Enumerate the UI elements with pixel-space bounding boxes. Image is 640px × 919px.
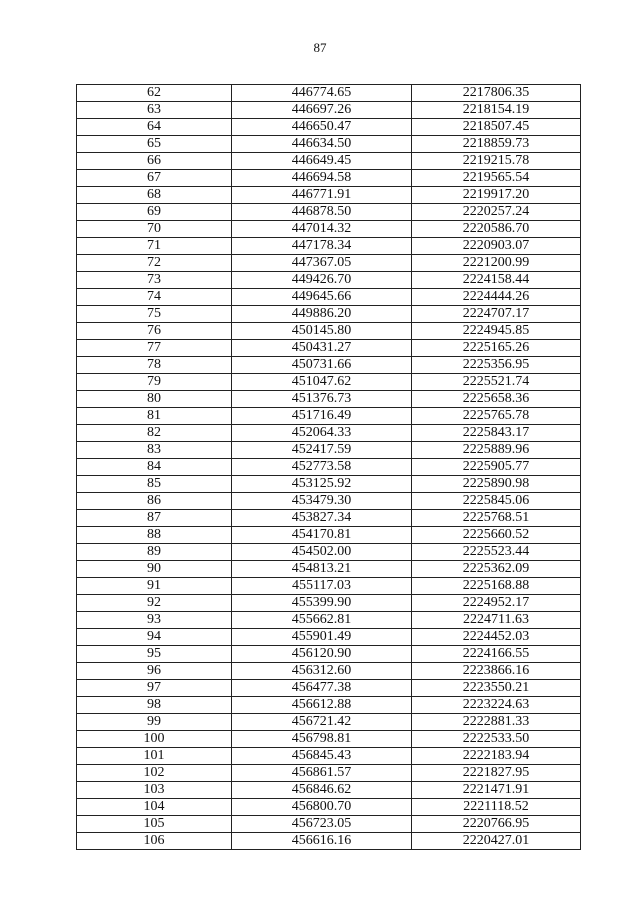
x-coordinate-cell: 452773.58	[232, 459, 412, 476]
x-coordinate-cell: 456612.88	[232, 697, 412, 714]
y-coordinate-cell: 2222881.33	[412, 714, 581, 731]
y-coordinate-cell: 2220766.95	[412, 816, 581, 833]
x-coordinate-cell: 456861.57	[232, 765, 412, 782]
x-coordinate-cell: 452064.33	[232, 425, 412, 442]
y-coordinate-cell: 2225168.88	[412, 578, 581, 595]
table-row	[77, 544, 581, 561]
table-row	[77, 357, 581, 374]
table-row	[77, 493, 581, 510]
point-number-cell: 101	[77, 748, 232, 765]
table-row	[77, 731, 581, 748]
x-coordinate-cell: 446649.45	[232, 153, 412, 170]
y-coordinate-cell: 2225768.51	[412, 510, 581, 527]
point-number-cell: 95	[77, 646, 232, 663]
table-row	[77, 612, 581, 629]
point-number-cell: 63	[77, 102, 232, 119]
table-row	[77, 425, 581, 442]
point-number-cell: 71	[77, 238, 232, 255]
table-row	[77, 153, 581, 170]
x-coordinate-cell: 454813.21	[232, 561, 412, 578]
x-coordinate-cell: 447014.32	[232, 221, 412, 238]
x-coordinate-cell: 452417.59	[232, 442, 412, 459]
point-number-cell: 73	[77, 272, 232, 289]
table-row	[77, 510, 581, 527]
x-coordinate-cell: 449426.70	[232, 272, 412, 289]
table-row	[77, 136, 581, 153]
y-coordinate-cell: 2225165.26	[412, 340, 581, 357]
x-coordinate-cell: 446774.65	[232, 85, 412, 102]
table-row	[77, 680, 581, 697]
table-row	[77, 816, 581, 833]
y-coordinate-cell: 2225521.74	[412, 374, 581, 391]
table-row	[77, 204, 581, 221]
x-coordinate-cell: 446878.50	[232, 204, 412, 221]
point-number-cell: 92	[77, 595, 232, 612]
x-coordinate-cell: 455901.49	[232, 629, 412, 646]
point-number-cell: 68	[77, 187, 232, 204]
table-row	[77, 748, 581, 765]
table-row	[77, 561, 581, 578]
x-coordinate-cell: 453827.34	[232, 510, 412, 527]
table-row	[77, 442, 581, 459]
y-coordinate-cell: 2223550.21	[412, 680, 581, 697]
point-number-cell: 90	[77, 561, 232, 578]
y-coordinate-cell: 2225890.98	[412, 476, 581, 493]
x-coordinate-cell: 446634.50	[232, 136, 412, 153]
point-number-cell: 87	[77, 510, 232, 527]
table-row	[77, 578, 581, 595]
point-number-cell: 82	[77, 425, 232, 442]
y-coordinate-cell: 2225843.17	[412, 425, 581, 442]
point-number-cell: 105	[77, 816, 232, 833]
x-coordinate-cell: 449645.66	[232, 289, 412, 306]
x-coordinate-cell: 453125.92	[232, 476, 412, 493]
point-number-cell: 70	[77, 221, 232, 238]
x-coordinate-cell: 446694.58	[232, 170, 412, 187]
y-coordinate-cell: 2219565.54	[412, 170, 581, 187]
table-row	[77, 459, 581, 476]
point-number-cell: 91	[77, 578, 232, 595]
point-number-cell: 78	[77, 357, 232, 374]
x-coordinate-cell: 447367.05	[232, 255, 412, 272]
y-coordinate-cell: 2221471.91	[412, 782, 581, 799]
y-coordinate-cell: 2224452.03	[412, 629, 581, 646]
table-row	[77, 391, 581, 408]
point-number-cell: 86	[77, 493, 232, 510]
x-coordinate-cell: 454502.00	[232, 544, 412, 561]
table-row	[77, 408, 581, 425]
x-coordinate-cell: 451376.73	[232, 391, 412, 408]
x-coordinate-cell: 451047.62	[232, 374, 412, 391]
point-number-cell: 94	[77, 629, 232, 646]
y-coordinate-cell: 2220586.70	[412, 221, 581, 238]
point-number-cell: 85	[77, 476, 232, 493]
table-row	[77, 255, 581, 272]
y-coordinate-cell: 2224444.26	[412, 289, 581, 306]
x-coordinate-cell: 456721.42	[232, 714, 412, 731]
y-coordinate-cell: 2224952.17	[412, 595, 581, 612]
coordinates-table	[76, 84, 581, 850]
point-number-cell: 76	[77, 323, 232, 340]
x-coordinate-cell: 446771.91	[232, 187, 412, 204]
table-row	[77, 340, 581, 357]
table-row	[77, 170, 581, 187]
x-coordinate-cell: 451716.49	[232, 408, 412, 425]
table-row	[77, 272, 581, 289]
table-row	[77, 799, 581, 816]
point-number-cell: 106	[77, 833, 232, 850]
point-number-cell: 93	[77, 612, 232, 629]
y-coordinate-cell: 2224707.17	[412, 306, 581, 323]
y-coordinate-cell: 2217806.35	[412, 85, 581, 102]
y-coordinate-cell: 2225523.44	[412, 544, 581, 561]
table-row	[77, 374, 581, 391]
point-number-cell: 79	[77, 374, 232, 391]
point-number-cell: 99	[77, 714, 232, 731]
x-coordinate-cell: 450731.66	[232, 357, 412, 374]
point-number-cell: 88	[77, 527, 232, 544]
point-number-cell: 74	[77, 289, 232, 306]
table-row	[77, 714, 581, 731]
y-coordinate-cell: 2222533.50	[412, 731, 581, 748]
x-coordinate-cell: 455117.03	[232, 578, 412, 595]
table-row	[77, 289, 581, 306]
table-row	[77, 629, 581, 646]
point-number-cell: 69	[77, 204, 232, 221]
x-coordinate-cell: 456477.38	[232, 680, 412, 697]
y-coordinate-cell: 2225845.06	[412, 493, 581, 510]
y-coordinate-cell: 2223224.63	[412, 697, 581, 714]
point-number-cell: 77	[77, 340, 232, 357]
x-coordinate-cell: 454170.81	[232, 527, 412, 544]
point-number-cell: 65	[77, 136, 232, 153]
point-number-cell: 67	[77, 170, 232, 187]
coordinates-table-body	[77, 85, 581, 850]
y-coordinate-cell: 2225905.77	[412, 459, 581, 476]
y-coordinate-cell: 2225356.95	[412, 357, 581, 374]
y-coordinate-cell: 2221827.95	[412, 765, 581, 782]
y-coordinate-cell: 2221118.52	[412, 799, 581, 816]
table-row	[77, 646, 581, 663]
table-row	[77, 306, 581, 323]
point-number-cell: 80	[77, 391, 232, 408]
y-coordinate-cell: 2223866.16	[412, 663, 581, 680]
y-coordinate-cell: 2225660.52	[412, 527, 581, 544]
point-number-cell: 75	[77, 306, 232, 323]
x-coordinate-cell: 456845.43	[232, 748, 412, 765]
y-coordinate-cell: 2225889.96	[412, 442, 581, 459]
table-row	[77, 765, 581, 782]
y-coordinate-cell: 2220903.07	[412, 238, 581, 255]
y-coordinate-cell: 2225765.78	[412, 408, 581, 425]
x-coordinate-cell: 456723.05	[232, 816, 412, 833]
y-coordinate-cell: 2224158.44	[412, 272, 581, 289]
y-coordinate-cell: 2222183.94	[412, 748, 581, 765]
point-number-cell: 98	[77, 697, 232, 714]
point-number-cell: 104	[77, 799, 232, 816]
y-coordinate-cell: 2218507.45	[412, 119, 581, 136]
point-number-cell: 83	[77, 442, 232, 459]
table-row	[77, 663, 581, 680]
y-coordinate-cell: 2218154.19	[412, 102, 581, 119]
point-number-cell: 97	[77, 680, 232, 697]
x-coordinate-cell: 456800.70	[232, 799, 412, 816]
table-row	[77, 833, 581, 850]
point-number-cell: 89	[77, 544, 232, 561]
x-coordinate-cell: 446697.26	[232, 102, 412, 119]
x-coordinate-cell: 450145.80	[232, 323, 412, 340]
y-coordinate-cell: 2221200.99	[412, 255, 581, 272]
x-coordinate-cell: 456798.81	[232, 731, 412, 748]
table-row	[77, 697, 581, 714]
y-coordinate-cell: 2220257.24	[412, 204, 581, 221]
y-coordinate-cell: 2219917.20	[412, 187, 581, 204]
y-coordinate-cell: 2218859.73	[412, 136, 581, 153]
table-row	[77, 527, 581, 544]
point-number-cell: 96	[77, 663, 232, 680]
table-row	[77, 595, 581, 612]
x-coordinate-cell: 456846.62	[232, 782, 412, 799]
point-number-cell: 84	[77, 459, 232, 476]
point-number-cell: 102	[77, 765, 232, 782]
point-number-cell: 66	[77, 153, 232, 170]
point-number-cell: 72	[77, 255, 232, 272]
x-coordinate-cell: 450431.27	[232, 340, 412, 357]
table-row	[77, 102, 581, 119]
x-coordinate-cell: 455662.81	[232, 612, 412, 629]
x-coordinate-cell: 449886.20	[232, 306, 412, 323]
x-coordinate-cell: 456616.16	[232, 833, 412, 850]
y-coordinate-cell: 2220427.01	[412, 833, 581, 850]
x-coordinate-cell: 456312.60	[232, 663, 412, 680]
table-row	[77, 187, 581, 204]
table-row	[77, 782, 581, 799]
x-coordinate-cell: 456120.90	[232, 646, 412, 663]
y-coordinate-cell: 2224711.63	[412, 612, 581, 629]
x-coordinate-cell: 453479.30	[232, 493, 412, 510]
point-number-cell: 103	[77, 782, 232, 799]
point-number-cell: 100	[77, 731, 232, 748]
y-coordinate-cell: 2225362.09	[412, 561, 581, 578]
page-number: 87	[313, 40, 327, 55]
x-coordinate-cell: 447178.34	[232, 238, 412, 255]
point-number-cell: 62	[77, 85, 232, 102]
y-coordinate-cell: 2219215.78	[412, 153, 581, 170]
x-coordinate-cell: 446650.47	[232, 119, 412, 136]
point-number-cell: 64	[77, 119, 232, 136]
table-row	[77, 476, 581, 493]
point-number-cell: 81	[77, 408, 232, 425]
y-coordinate-cell: 2224166.55	[412, 646, 581, 663]
table-row	[77, 221, 581, 238]
y-coordinate-cell: 2224945.85	[412, 323, 581, 340]
y-coordinate-cell: 2225658.36	[412, 391, 581, 408]
x-coordinate-cell: 455399.90	[232, 595, 412, 612]
table-row	[77, 119, 581, 136]
table-row	[77, 323, 581, 340]
table-row	[77, 85, 581, 102]
table-row	[77, 238, 581, 255]
